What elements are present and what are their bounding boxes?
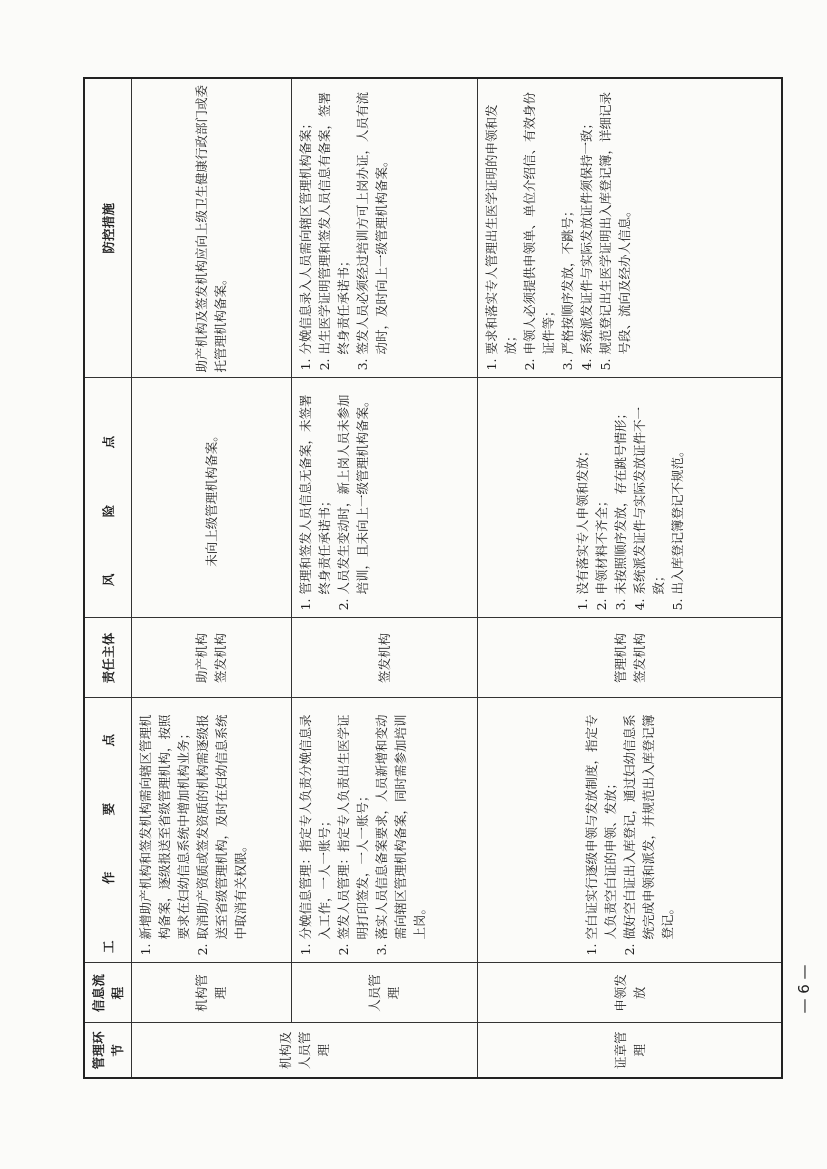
owner-cell: 管理机构 签发机构 (478, 618, 782, 698)
list-item: 3. 签发人员必须经过培训方可上岗办证，人员有流动时，及时向上一级管理机构备案。 (353, 84, 391, 355)
list-item: 2. 出生医学证明管理和签发人员信息有备案，签署终身责任承诺书； (315, 84, 353, 355)
list-item: 3. 落实人员信息备案要求，人员新增和变动需向辖区管理机构备案，同时需参加培训上岗。 (372, 704, 429, 940)
list-item: 2. 做好空白证出入库登记，通过妇幼信息系统完成申领和派发，并规范出入库登记簿登记。 (620, 704, 677, 940)
list-item: 2. 申领人必须提供申领单、单位介绍信、有效身份证件等； (520, 84, 558, 355)
risk-cell: 未向上级管理机构备案。 (132, 378, 292, 618)
control-cell (478, 78, 782, 378)
flow-cell: 申领发放 (478, 963, 782, 1023)
list-item: 1. 要求和落实专人管理出生医学证明的申领和发放； (482, 84, 520, 355)
owner-cell: 助产机构 签发机构 (132, 618, 292, 698)
rotated-table-wrapper (83, 79, 783, 1079)
header-work: 工 作 要 点 (84, 698, 132, 963)
list-item: 2. 申领材料不齐全； (592, 384, 611, 595)
flow-cell: 人员管理 (291, 963, 478, 1023)
header-stage: 管理环节 (84, 1023, 132, 1078)
header-row (84, 78, 132, 1078)
list-item: 5. 规范登记出生医学证明出入库登记簿，详细记录号段、流向及经办人信息。 (596, 84, 634, 355)
list-item: 1. 分娩信息录入人员需向辖区管理机构备案； (296, 84, 315, 355)
list-item: 2. 人员发生变动时，新上岗人员未参加培训，且未向上一级管理机构备案。 (334, 384, 372, 595)
flow-cell: 机构管理 (132, 963, 292, 1023)
table-row (132, 78, 292, 1078)
header-risk: 风 险 点 (84, 378, 132, 618)
list-item: 1. 空白证实行逐级申领与发放制度，指定专人负责空白证的申领、发放； (582, 704, 620, 940)
list-item: 3. 未按照顺序发放，存在跳号情形； (611, 384, 630, 595)
work-cell (478, 698, 782, 963)
table-row (478, 78, 782, 1078)
table-row (291, 78, 478, 1078)
stage-cell: 机构及人员管理 (132, 1023, 478, 1078)
risk-control-table (83, 77, 783, 1079)
header-owner: 责任主体 (84, 618, 132, 698)
list-item: 1. 管理和签发人员信息无备案，未签署终身责任承诺书； (296, 384, 334, 595)
list-item: 4. 系统派发证件与实际发放证件不一致； (630, 384, 668, 595)
list-item: 3. 严格按顺序发放，不跳号； (558, 84, 577, 355)
work-cell (132, 698, 292, 963)
header-flow: 信息流程 (84, 963, 132, 1023)
control-cell: 助产机构及签发机构应向上级卫生健康行政部门或委托管理机构备案。 (132, 78, 292, 378)
list-item: 5. 出入库登记簿登记不规范。 (668, 384, 687, 595)
list-item: 2. 签发人员管理：指定专人负责出生医学证明打印签发，一人一账号； (334, 704, 372, 940)
list-item: 1. 没有落实专人申领和发放； (573, 384, 592, 595)
list-item: 1. 分娩信息管理：指定专人负责分娩信息录入工作，一人一账号； (296, 704, 334, 940)
page-number: — 6 — (795, 964, 813, 1014)
work-cell (291, 698, 478, 963)
list-item: 2. 取消助产资质或签发资质的机构需逐级报送至省级管理机构，及时在妇幼信息系统中取消有关权限。 (193, 704, 250, 940)
stage-cell: 证章管理 (478, 1023, 782, 1078)
header-control: 防控措施 (84, 78, 132, 378)
risk-cell (291, 378, 478, 618)
control-cell (291, 78, 478, 378)
risk-cell (478, 378, 782, 618)
list-item: 1. 新增助产机构和签发机构需向辖区管理机构备案，逐级报送至省级管理机构，按照要求在妇幼信息系统中增加机构业务； (136, 704, 193, 940)
list-item: 4. 系统派发证件与实际发放证件须保持一致； (577, 84, 596, 355)
owner-cell: 签发机构 (291, 618, 478, 698)
